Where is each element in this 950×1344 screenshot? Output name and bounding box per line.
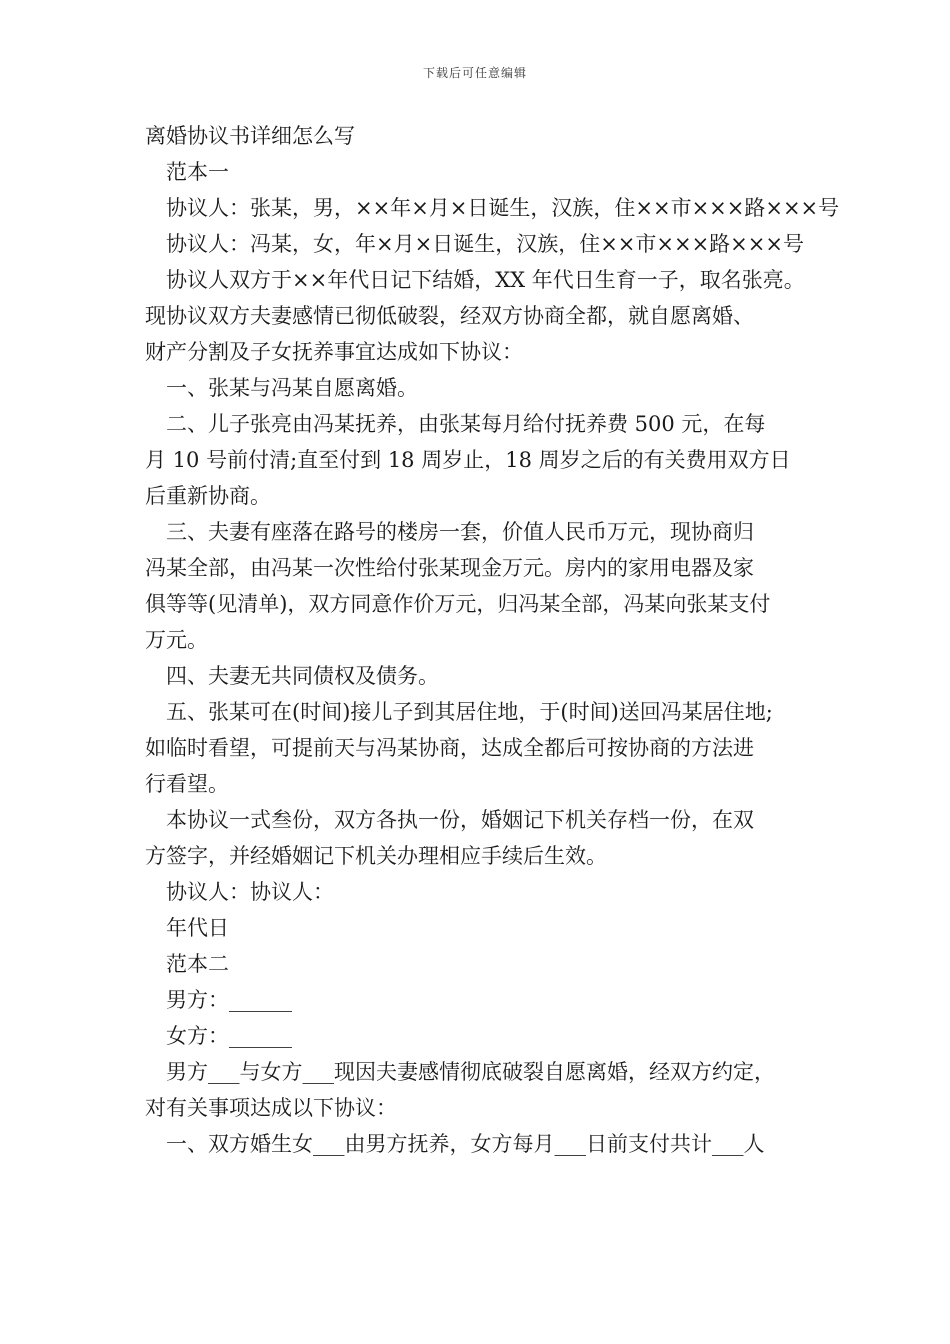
party1-info: 协议人：张某，男，××年×月×日诞生，汉族，住××市×××路×××号 [166, 196, 840, 220]
document-title: 离婚协议书详细怎么写 [145, 124, 355, 148]
party2-info: 协议人：冯某，女，年×月×日诞生，汉族，住××市×××路×××号 [166, 232, 804, 256]
item3-line: 冯某全部，由冯某一次性给付张某现金万元。房内的家用电器及家 [145, 556, 754, 580]
sample2-label: 范本二 [166, 952, 229, 976]
s2-intro-line: 对有关事项达成以下协议： [145, 1096, 397, 1120]
item5-line: 五、张某可在(时间)接儿子到其居住地，于(时间)送回冯某居住地; [166, 700, 773, 724]
item3-paragraph [145, 514, 825, 658]
date-line: 年代日 [166, 916, 229, 940]
item5-line: 如临时看望，可提前天与冯某协商，达成全都后可按协商的方法进 [145, 736, 754, 760]
intro-line: 财产分割及子女抚养事宜达成如下协议： [145, 340, 523, 364]
closing-paragraph [145, 802, 825, 874]
item3-line: 万元。 [145, 628, 208, 652]
s2-intro-line: 男方___与女方___现因夫妻感情彻底破裂自愿离婚，经双方约定， [166, 1060, 775, 1084]
s2-intro-paragraph [145, 1054, 825, 1126]
document-body [145, 118, 840, 1162]
item2-line: 后重新协商。 [145, 484, 271, 508]
item1: 一、张某与冯某自愿离婚。 [166, 376, 418, 400]
intro-paragraph [145, 262, 825, 370]
item2-paragraph [145, 406, 825, 514]
sample1-label: 范本一 [166, 160, 229, 184]
item3-line: 俱等等(见清单)，双方同意作价万元，归冯某全部，冯某向张某支付 [145, 592, 771, 616]
header-note: 下载后可任意编辑 [422, 66, 527, 80]
item3-line: 三、夫妻有座落在路号的楼房一套，价值人民币万元，现协商归 [166, 520, 754, 544]
female-field: 女方：______ [166, 1024, 292, 1048]
s2-item1: 一、双方婚生女___由男方抚养，女方每月___日前支付共计___人 [166, 1132, 765, 1156]
closing-line: 方签字，并经婚姻记下机关办理相应手续后生效。 [145, 844, 607, 868]
signature-line: 协议人：协议人： [166, 880, 334, 904]
item2-line: 二、儿子张亮由冯某抚养，由张某每月给付抚养费 500 元，在每 [166, 412, 766, 436]
item2-line: 月 10 号前付清;直至付到 18 周岁止，18 周岁之后的有关费用双方日 [145, 448, 791, 472]
item5-line: 行看望。 [145, 772, 229, 796]
closing-line: 本协议一式叁份，双方各执一份，婚姻记下机关存档一份，在双 [166, 808, 754, 832]
item5-paragraph [145, 694, 825, 802]
male-field: 男方：______ [166, 988, 292, 1012]
item4: 四、夫妻无共同债权及债务。 [166, 664, 439, 688]
intro-line: 现协议双方夫妻感情已彻低破裂，经双方协商全都，就自愿离婚、 [145, 304, 754, 328]
intro-line: 协议人双方于××年代日记下结婚，XX 年代日生育一子，取名张亮。 [166, 268, 805, 292]
